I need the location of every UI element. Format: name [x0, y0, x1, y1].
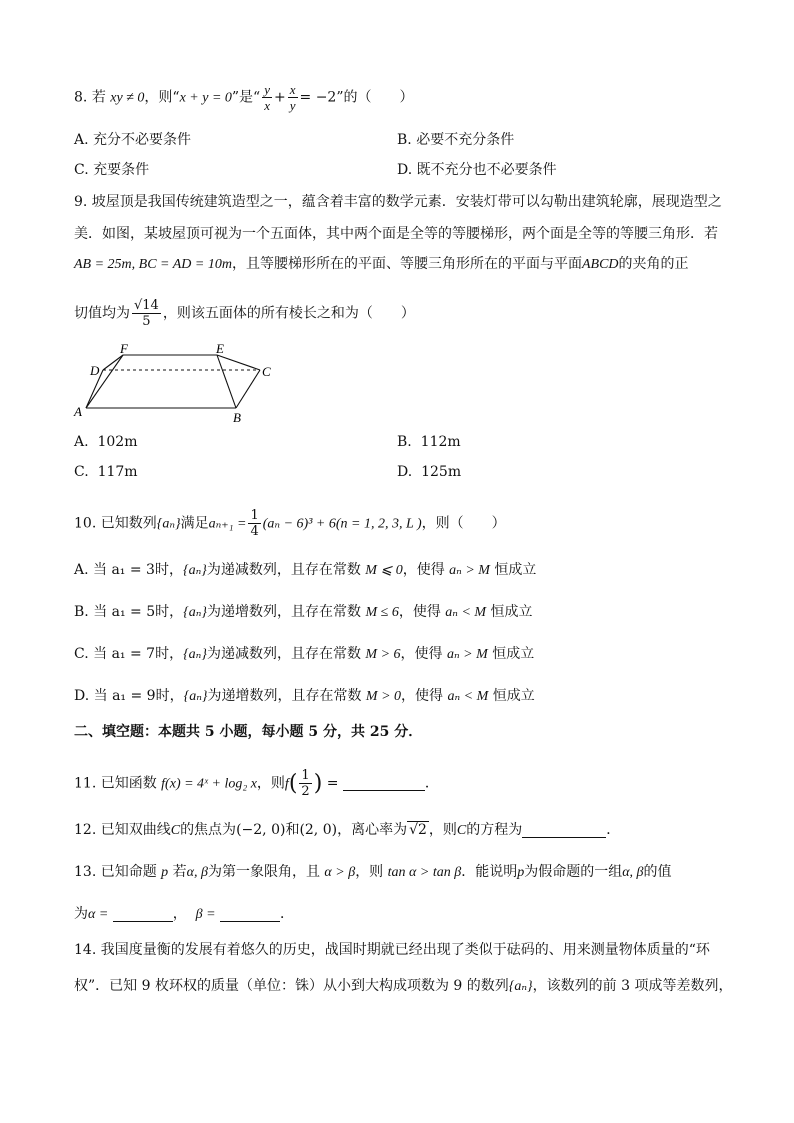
q8-option-c: C. 充要条件 [74, 162, 150, 178]
vertex-label-f: F [120, 341, 128, 356]
fraction: $\frac{√14}{5}$ [134, 298, 159, 329]
vertex-label-b: B [233, 410, 241, 425]
answer-blank[interactable] [343, 776, 425, 791]
fraction: $\frac{1}{4}$ [250, 508, 259, 539]
q10-stem: 10. 已知数列{aₙ}满足aₙ₊₁ = $\frac{1}{4}$ (aₙ − 6)³ + 6(n = 1, 2, 3, L )，则（ ） [74, 508, 506, 539]
q8-option-a: A. 充分不必要条件 [74, 132, 192, 148]
q9-option-b: B. 112m [397, 434, 461, 450]
q9-option-a: A. 102m [74, 434, 138, 450]
fraction: $\frac{1}{2}$ [301, 768, 310, 799]
vertex-label-a: A [74, 404, 82, 419]
vertex-label-c: C [262, 364, 271, 379]
q10-option-d: D. 当 a₁ = 9时，{aₙ}为递增数列，且存在常数 M > 0，使得 aₙ < M 恒成立 [74, 688, 535, 704]
q10-option-a: A. 当 a₁ = 3时，{aₙ}为递减数列，且存在常数 M ⩽ 0，使得 aₙ > M 恒成立 [74, 562, 537, 578]
q9-line-4: 切值均为 $\frac{√14}{5}$ ，则该五面体的所有棱长之和为（ ） [74, 298, 415, 329]
q14-line-2: 权”．已知 9 枚环权的质量（单位：铢）从小到大构成项数为 9 的数列{aₙ}，该数列的前 3 项成等差数列， [74, 978, 733, 994]
answer-blank[interactable] [522, 823, 606, 838]
q10-option-c: C. 当 a₁ = 7时，{aₙ}为递减数列，且存在常数 M > 6，使得 aₙ > M 恒成立 [74, 646, 535, 662]
vertex-label-d: D [90, 363, 100, 378]
q9-line-3: AB = 25m, BC = AD = 10m，且等腰梯形所在的平面、等腰三角形所在的平面与平面ABCD的夹角的正 [74, 256, 689, 272]
q13-line-1: 13. 已知命题 p 若α, β为第一象限角，且 α > β，则 tan α > tan β．能说明p为假命题的一组α, β的值 [74, 864, 672, 880]
q9-option-c: C. 117m [74, 464, 138, 480]
q13-line-2: 为α = ， β = ． [74, 906, 295, 922]
q9-line-2: 美．如图，某坡屋顶可视为一个五面体，其中两个面是全等的等腰梯形，两个面是全等的等腰三角形．若 [74, 226, 718, 242]
fraction: $\frac{y}{x}$ [264, 82, 270, 113]
section-heading: 二、填空题：本题共 5 小题，每小题 5 分，共 25 分． [74, 724, 423, 740]
q12-stem: 12. 已知双曲线C的焦点为(−2, 0)和(2, 0)，离心率为 √2 ，则C的方程为 ． [74, 822, 621, 838]
q8-option-b: B. 必要不充分条件 [397, 132, 515, 148]
fraction: $\frac{x}{y}$ [289, 82, 296, 113]
vertex-label-e: E [216, 341, 224, 356]
q8-option-d: D. 既不充分也不必要条件 [397, 162, 557, 178]
q8-stem: 8. 若 xy ≠ 0，则“x + y = 0”是“ $\frac{y}{x}$ + $\frac{x}{y}$ = −2”的（ ） [74, 82, 414, 113]
q14-line-1: 14. 我国度量衡的发展有着悠久的历史，战国时期就已经出现了类似于砝码的、用来测量物体质量的“环 [74, 942, 710, 958]
pentahedron-figure [70, 340, 280, 426]
alpha-answer-blank[interactable] [113, 907, 173, 922]
q9-line-1: 9. 坡屋顶是我国传统建筑造型之一，蕴含着丰富的数学元素．安装灯带可以勾勒出建筑轮廓，展现造型之 [74, 194, 722, 210]
beta-answer-blank[interactable] [220, 907, 280, 922]
q10-option-b: B. 当 a₁ = 5时，{aₙ}为递增数列，且存在常数 M ≤ 6，使得 aₙ < M 恒成立 [74, 604, 533, 620]
q9-option-d: D. 125m [397, 464, 462, 480]
q11-stem: 11. 已知函数 f(x) = 4ˣ + log₂ x，则f( $\frac{1}{2}$ ) = ． [74, 768, 439, 799]
